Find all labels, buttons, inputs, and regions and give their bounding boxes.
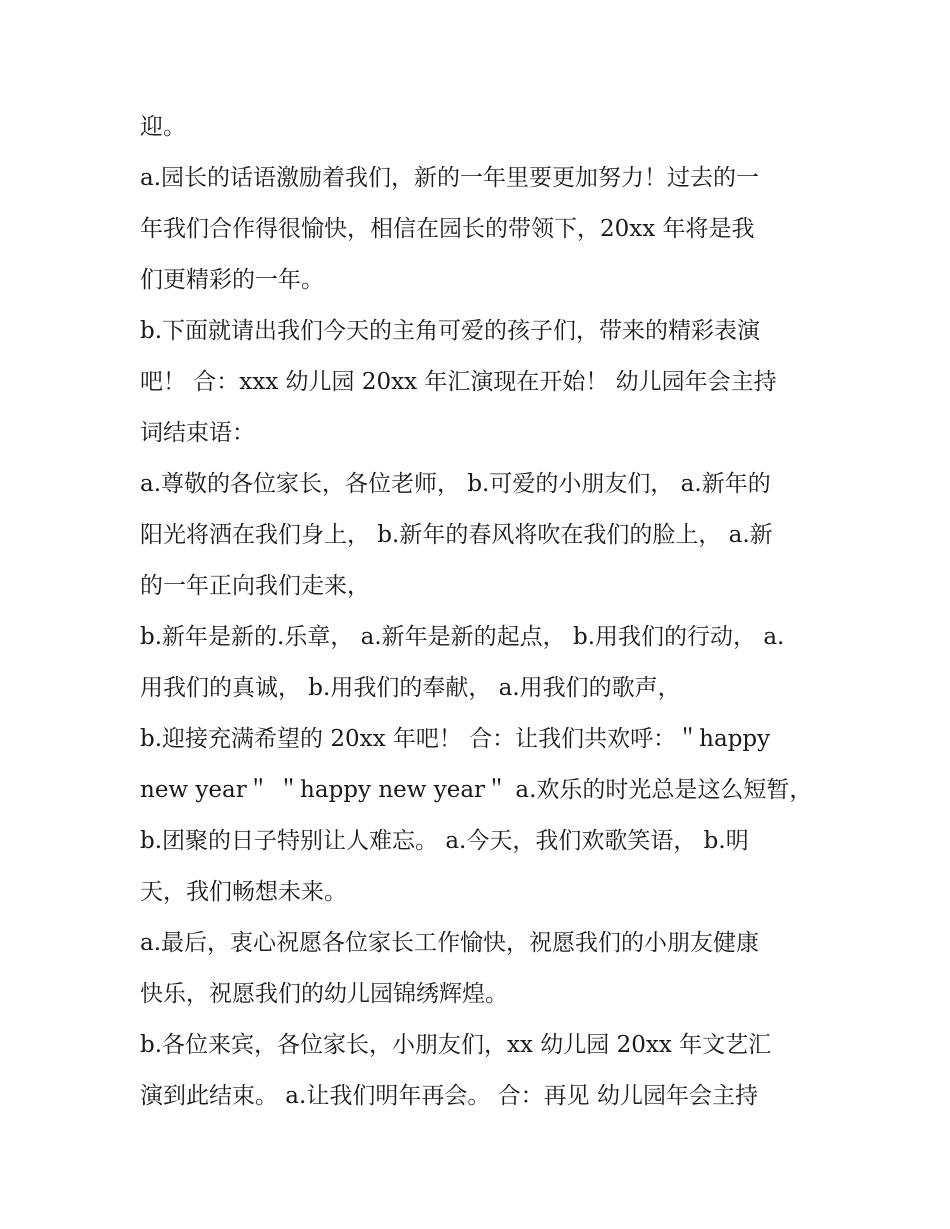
- text-line: b.团聚的日子特别让人难忘。 a.今天，我们欢歌笑语， b.明: [140, 828, 749, 854]
- text-line: 迎。: [140, 114, 186, 140]
- text-line: 年我们合作得很愉快，相信在园长的带领下，20xx 年将是我: [140, 216, 755, 242]
- text-line: 词结束语：: [140, 420, 255, 446]
- text-line: 的一年正向我们走来，: [140, 573, 370, 599]
- text-line: b.下面就请出我们今天的主角可爱的孩子们，带来的精彩表演: [140, 318, 761, 344]
- text-line: 天，我们畅想未来。: [140, 879, 347, 905]
- text-line: a.尊敬的各位家长，各位老师， b.可爱的小朋友们， a.新年的: [140, 471, 771, 497]
- document-body: [140, 102, 816, 1122]
- text-line: 用我们的真诚， b.用我们的奉献， a.用我们的歌声，: [140, 675, 681, 701]
- text-line: 快乐，祝愿我们的幼儿园锦绣辉煌。: [140, 981, 508, 1007]
- text-line: 吧！ 合：xxx 幼儿园 20xx 年汇演现在开始！ 幼儿园年会主持: [140, 369, 777, 395]
- text-line: 演到此结束。 a.让我们明年再会。 合：再见 幼儿园年会主持: [140, 1083, 758, 1109]
- text-line: 们更精彩的一年。: [140, 267, 324, 293]
- text-line: a.园长的话语激励着我们，新的一年里要更加努力！过去的一: [140, 165, 760, 191]
- text-line: a.最后，衷心祝愿各位家长工作愉快，祝愿我们的小朋友健康: [140, 930, 760, 956]
- text-line: new year＂ ＂happy new year＂ a.欢乐的时光总是这么短暂，: [140, 777, 813, 803]
- text-line: b.各位来宾，各位家长，小朋友们，xx 幼儿园 20xx 年文艺汇: [140, 1032, 772, 1058]
- text-line: 阳光将洒在我们身上， b.新年的春风将吹在我们的脸上， a.新: [140, 522, 773, 548]
- text-line: b.迎接充满希望的 20xx 年吧！ 合：让我们共欢呼：＂happy: [140, 726, 771, 752]
- text-line: b.新年是新的.乐章， a.新年是新的起点， b.用我们的行动， a.: [140, 624, 785, 650]
